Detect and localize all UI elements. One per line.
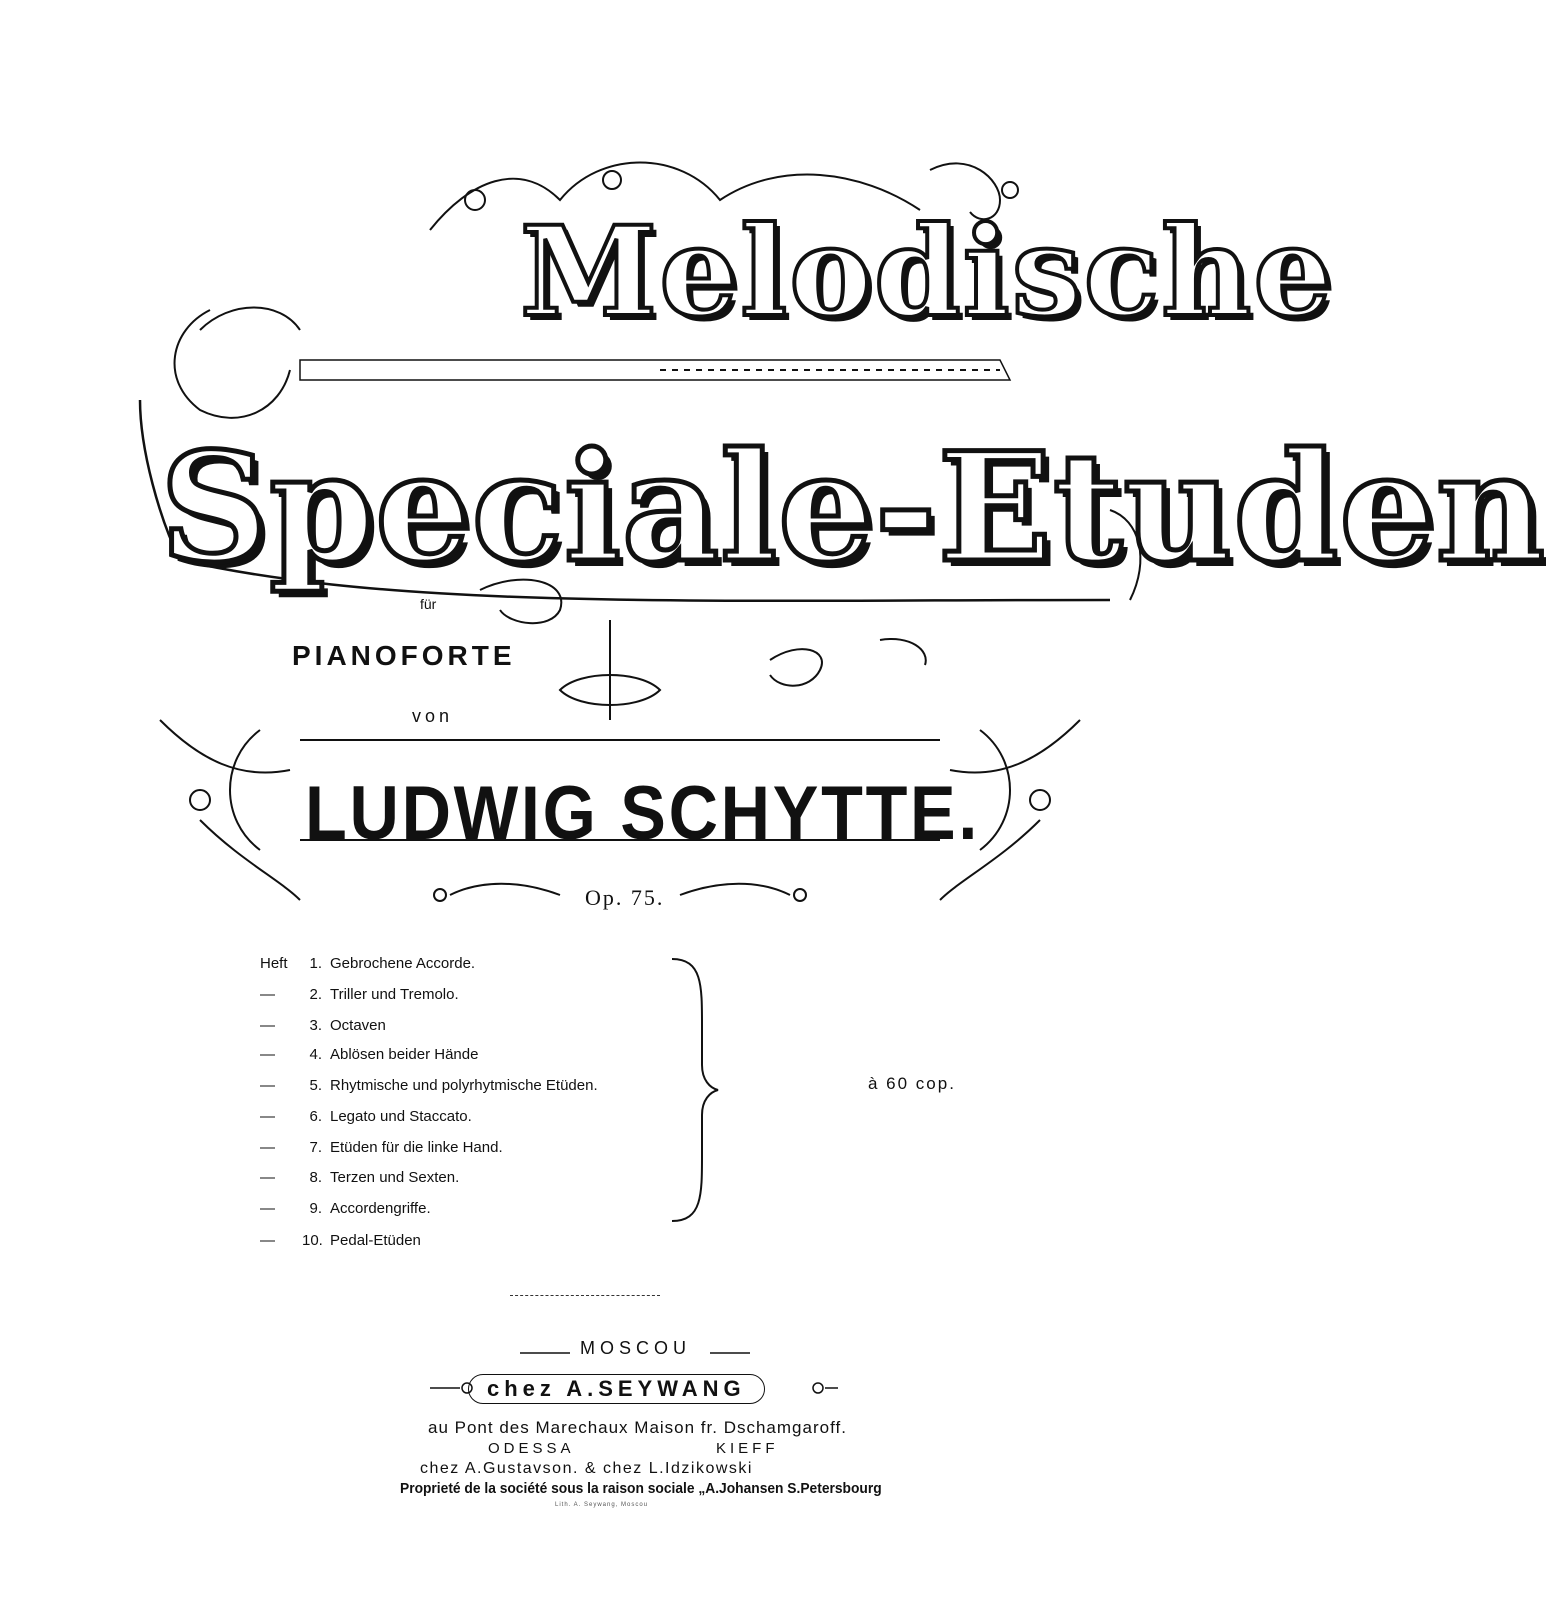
item-prefix: Heft <box>260 955 288 972</box>
item-prefix: — <box>260 1077 275 1094</box>
list-item <box>260 1046 478 1068</box>
item-number: 3. <box>309 1017 322 1034</box>
item-label: Etüden für die linke Hand. <box>330 1139 503 1156</box>
item-label: Legato und Staccato. <box>330 1108 472 1125</box>
branch-city-kieff: KIEFF <box>716 1440 779 1457</box>
list-item <box>260 1017 386 1039</box>
list-item <box>260 1139 503 1161</box>
price-label: à 60 cop. <box>868 1074 956 1093</box>
item-number: 10. <box>302 1232 323 1249</box>
list-item <box>260 1108 472 1130</box>
item-label: Terzen und Sexten. <box>330 1169 460 1186</box>
item-prefix: — <box>260 1232 275 1249</box>
item-number: 2. <box>309 986 322 1003</box>
publisher-address: au Pont des Marechaux Maison fr. Dschamgaroff. <box>428 1418 847 1437</box>
item-label: Triller und Tremolo. <box>330 986 459 1003</box>
title-word-speciale-etuden: Speciale-Etuden <box>160 420 1546 596</box>
fine-print: Lith. A. Seywang, Moscou <box>555 1502 649 1508</box>
branch-agents: chez A.Gustavson. & chez L.Idzikowski <box>420 1460 753 1477</box>
item-label: Octaven <box>330 1017 386 1034</box>
item-number: 5. <box>309 1077 322 1094</box>
composer-name: LUDWIG SCHYTTE. <box>305 771 981 856</box>
title-word-melodische: Melodische <box>520 200 1335 345</box>
item-prefix: — <box>260 1108 275 1125</box>
preposition-von: von <box>412 706 454 726</box>
list-item <box>260 986 459 1008</box>
item-label: Rhytmische und polyrhytmische Etüden. <box>330 1077 598 1094</box>
item-label: Accordengriffe. <box>330 1200 431 1217</box>
list-item <box>260 1200 431 1222</box>
item-prefix: — <box>260 1139 275 1156</box>
list-item <box>260 1077 598 1099</box>
curly-brace <box>662 955 722 1225</box>
item-number: 4. <box>309 1046 322 1063</box>
item-prefix: — <box>260 1169 275 1186</box>
publisher-name: chez A.SEYWANG <box>468 1374 765 1404</box>
item-prefix: — <box>260 1046 275 1063</box>
item-label: Ablösen beider Hände <box>330 1046 479 1063</box>
instrument-label: PIANOFORTE <box>292 640 516 671</box>
item-label: Pedal-Etüden <box>330 1232 421 1249</box>
branch-city-odessa: ODESSA <box>488 1440 575 1457</box>
list-item <box>260 1169 459 1191</box>
item-number: 9. <box>309 1200 322 1217</box>
publisher-city: MOSCOU <box>580 1338 691 1358</box>
item-number: 1. <box>309 955 322 972</box>
opus-number: Op. 75. <box>585 885 665 910</box>
item-number: 8. <box>309 1169 322 1186</box>
divider <box>510 1295 660 1296</box>
item-label: Gebrochene Accorde. <box>330 955 476 972</box>
item-prefix: — <box>260 1200 275 1217</box>
rights-notice: Proprieté de la société sous la raison sociale „A.Johansen S.Petersbourg <box>400 1480 882 1497</box>
item-prefix: — <box>260 986 275 1003</box>
item-prefix: — <box>260 1017 275 1034</box>
preposition-fur: für <box>420 596 437 612</box>
item-number: 6. <box>309 1108 322 1125</box>
list-item <box>260 955 475 977</box>
list-item <box>260 1232 421 1254</box>
item-number: 7. <box>309 1139 322 1156</box>
